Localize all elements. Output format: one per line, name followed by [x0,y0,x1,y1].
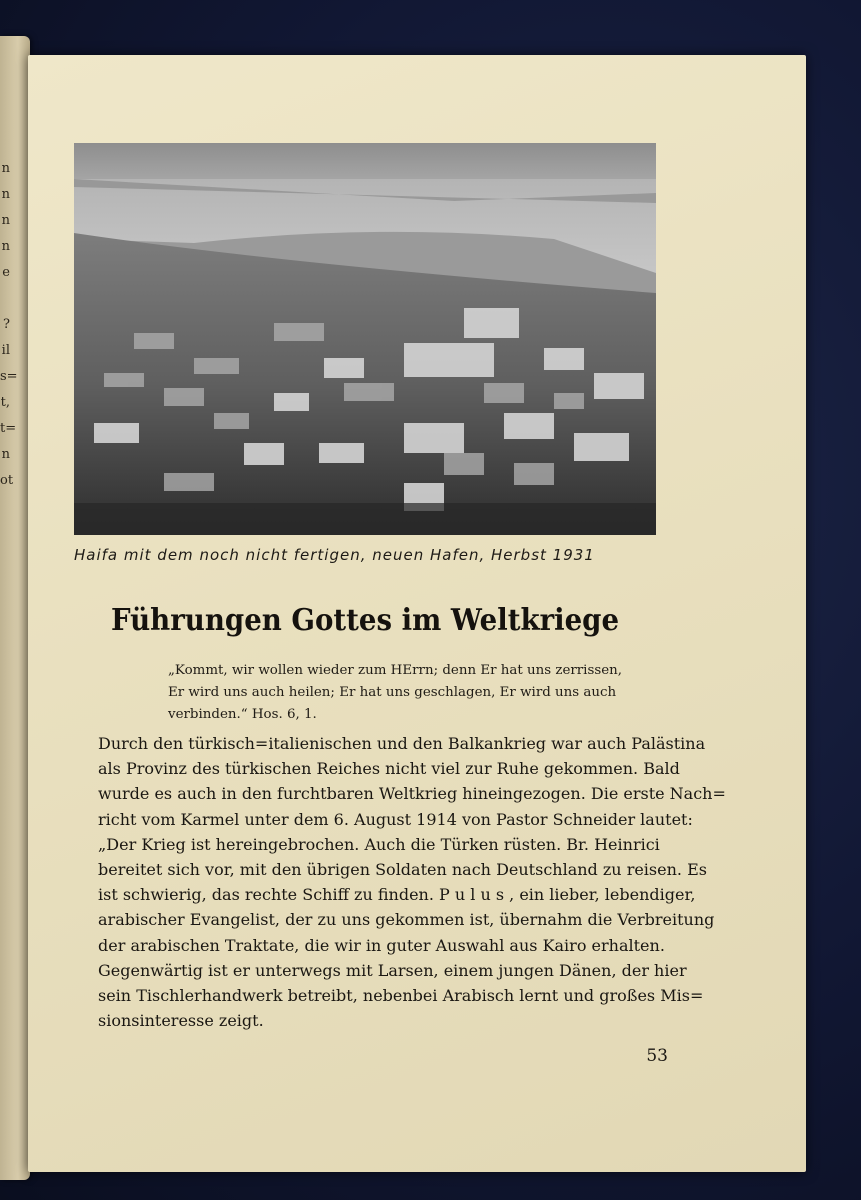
body-line: richt vom Karmel unter dem 6. August 1914 von Pastor Schneider lautet: [98,809,693,829]
chapter-title: Führungen Gottes im Weltkriege [110,603,620,638]
previous-page-edge [0,36,30,1180]
prev-fragment: il [1,343,10,358]
prev-fragment: e [2,265,10,280]
prev-fragment: n [1,187,10,202]
prev-fragment [0,291,30,317]
prev-fragment: t, [0,395,10,410]
prev-fragment: n [1,447,10,462]
photo-illustration [74,143,656,535]
prev-fragment: n [1,161,10,176]
motto-line: Er wird uns auch heilen; Er hat uns geschlagen, Er wird uns auch [168,685,617,700]
body-line: der arabischen Traktate, die wir in guter Auswahl aus Kairo erhalten. [98,935,665,955]
prev-fragment: t= [0,421,17,436]
body-line: ist schwierig, das rechte Schiff zu finden. P u l u s , ein lieber, lebendiger, [98,885,696,905]
body-line: bereitet sich vor, mit den übrigen Soldaten nach Deutschland zu reisen. Es [98,860,707,880]
haifa-harbour-photo [74,143,656,535]
photo-caption: Haifa mit dem noch nicht fertigen, neuen Hafen, Herbst 1931 [74,546,595,564]
body-line: wurde es auch in den furchtbaren Weltkrieg hineingezogen. Die erste Nach= [98,784,726,804]
body-line: sein Tischlerhandwerk betreibt, nebenbei Arabisch lernt und großes Mis= [98,986,704,1006]
prev-fragment: ot [0,473,14,488]
prev-fragment: n [1,213,10,228]
prev-fragment: ? [3,317,10,332]
prev-fragment: n [1,239,10,254]
body-line: Durch den türkisch=italienischen und den Balkankrieg war auch Palästina [98,734,706,753]
body-line: Gegenwärtig ist er unterwegs mit Larsen, einem jungen Dänen, der hier [98,960,687,980]
prev-fragment: s= [0,369,18,384]
body-line: als Provinz des türkischen Reiches nicht viel zur Ruhe gekommen. Bald [98,759,680,779]
motto-line: „Kommt, wir wollen wieder zum HErrn; denn Er hat uns zerrissen, [168,663,622,678]
page-number: 53 [646,1046,668,1066]
body-line: „Der Krieg ist hereingebrochen. Auch die Türken rüsten. Br. Heinrici [98,834,660,854]
body-text [98,731,726,1033]
body-line: sionsinteresse zeigt. [98,1011,264,1031]
body-line: arabischer Evangelist, der zu uns gekommen ist, übernahm die Verbreitung [98,910,715,930]
previous-page-text [0,161,30,499]
motto-line: verbinden.“ Hos. 6, 1. [168,707,317,722]
bible-motto [168,660,668,726]
